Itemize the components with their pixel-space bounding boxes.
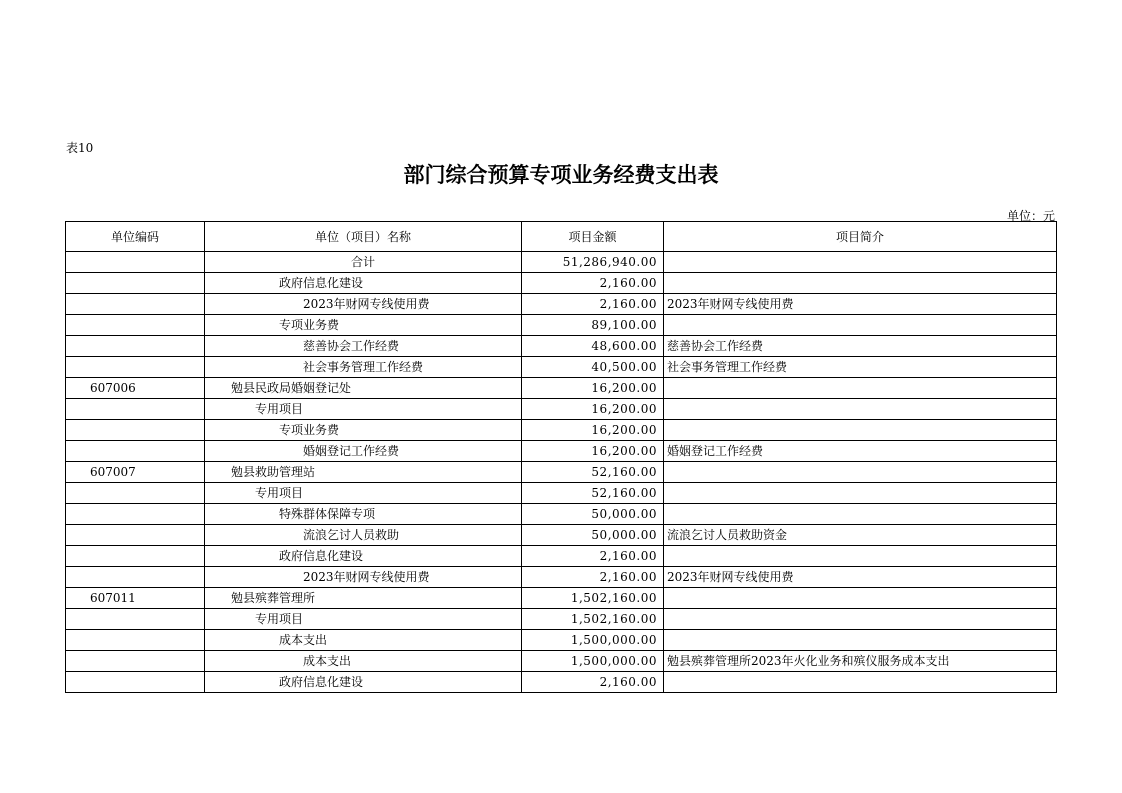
table-row bbox=[66, 567, 1057, 588]
cell-description: 流浪乞讨人员救助资金 bbox=[664, 525, 1057, 546]
page-title: 部门综合预算专项业务经费支出表 bbox=[403, 163, 719, 187]
table-body bbox=[66, 252, 1057, 693]
cell-unit-name: 勉县救助管理站 bbox=[205, 462, 522, 483]
cell-amount: 2,160.00 bbox=[522, 294, 664, 315]
cell-description: 2023年财网专线使用费 bbox=[664, 294, 1057, 315]
cell-unit-name: 成本支出 bbox=[205, 651, 522, 672]
cell-unit-name: 政府信息化建设 bbox=[205, 273, 522, 294]
cell-amount: 1,500,000.00 bbox=[522, 630, 664, 651]
cell-unit-code bbox=[66, 294, 205, 315]
cell-unit-code bbox=[66, 441, 205, 462]
table-number: 表10 bbox=[66, 141, 94, 155]
cell-unit-name: 2023年财网专线使用费 bbox=[205, 294, 522, 315]
cell-unit-name: 特殊群体保障专项 bbox=[205, 504, 522, 525]
cell-unit-name: 专用项目 bbox=[205, 483, 522, 504]
cell-amount: 16,200.00 bbox=[522, 378, 664, 399]
cell-unit-code bbox=[66, 315, 205, 336]
cell-description bbox=[664, 504, 1057, 525]
cell-description: 2023年财网专线使用费 bbox=[664, 567, 1057, 588]
cell-description bbox=[664, 483, 1057, 504]
table-header-row bbox=[66, 222, 1057, 252]
cell-unit-name: 合计 bbox=[205, 252, 522, 273]
cell-amount: 89,100.00 bbox=[522, 315, 664, 336]
cell-description bbox=[664, 672, 1057, 693]
table-row bbox=[66, 651, 1057, 672]
cell-unit-name: 流浪乞讨人员救助 bbox=[205, 525, 522, 546]
cell-amount: 40,500.00 bbox=[522, 357, 664, 378]
cell-unit-name: 2023年财网专线使用费 bbox=[205, 567, 522, 588]
cell-unit-code bbox=[66, 525, 205, 546]
header-description: 项目简介 bbox=[664, 222, 1057, 252]
unit-label: 单位：元 bbox=[1006, 209, 1055, 223]
cell-amount: 52,160.00 bbox=[522, 462, 664, 483]
cell-unit-name: 勉县民政局婚姻登记处 bbox=[205, 378, 522, 399]
table-row bbox=[66, 336, 1057, 357]
cell-unit-code bbox=[66, 336, 205, 357]
cell-unit-name: 成本支出 bbox=[205, 630, 522, 651]
cell-amount: 2,160.00 bbox=[522, 546, 664, 567]
cell-amount: 16,200.00 bbox=[522, 399, 664, 420]
cell-unit-code bbox=[66, 399, 205, 420]
cell-unit-name: 政府信息化建设 bbox=[205, 672, 522, 693]
cell-description: 慈善协会工作经费 bbox=[664, 336, 1057, 357]
cell-unit-code bbox=[66, 252, 205, 273]
cell-unit-name: 社会事务管理工作经费 bbox=[205, 357, 522, 378]
cell-unit-name: 慈善协会工作经费 bbox=[205, 336, 522, 357]
header-amount: 项目金额 bbox=[522, 222, 664, 252]
table-row bbox=[66, 483, 1057, 504]
cell-description: 勉县殡葬管理所2023年火化业务和殡仪服务成本支出 bbox=[664, 651, 1057, 672]
cell-description bbox=[664, 630, 1057, 651]
cell-unit-name: 专项业务费 bbox=[205, 420, 522, 441]
cell-unit-name: 专项业务费 bbox=[205, 315, 522, 336]
cell-description bbox=[664, 588, 1057, 609]
table-row bbox=[66, 357, 1057, 378]
cell-description bbox=[664, 252, 1057, 273]
cell-amount: 16,200.00 bbox=[522, 441, 664, 462]
header-unit-code: 单位编码 bbox=[66, 222, 205, 252]
cell-unit-code bbox=[66, 567, 205, 588]
table-row bbox=[66, 378, 1057, 399]
table-row bbox=[66, 462, 1057, 483]
cell-amount: 50,000.00 bbox=[522, 504, 664, 525]
cell-description bbox=[664, 378, 1057, 399]
cell-description bbox=[664, 546, 1057, 567]
table-row bbox=[66, 630, 1057, 651]
table-row bbox=[66, 273, 1057, 294]
cell-unit-code bbox=[66, 609, 205, 630]
budget-table bbox=[65, 221, 1057, 693]
cell-unit-name: 专用项目 bbox=[205, 399, 522, 420]
header-unit-name: 单位（项目）名称 bbox=[205, 222, 522, 252]
cell-description bbox=[664, 315, 1057, 336]
cell-amount: 52,160.00 bbox=[522, 483, 664, 504]
cell-unit-name: 专用项目 bbox=[205, 609, 522, 630]
table-row bbox=[66, 420, 1057, 441]
cell-unit-code bbox=[66, 420, 205, 441]
cell-amount: 2,160.00 bbox=[522, 672, 664, 693]
cell-unit-code bbox=[66, 651, 205, 672]
cell-description bbox=[664, 609, 1057, 630]
table-row bbox=[66, 441, 1057, 462]
cell-unit-code bbox=[66, 483, 205, 504]
cell-amount: 50,000.00 bbox=[522, 525, 664, 546]
table-row bbox=[66, 672, 1057, 693]
cell-unit-name: 婚姻登记工作经费 bbox=[205, 441, 522, 462]
cell-description: 社会事务管理工作经费 bbox=[664, 357, 1057, 378]
table-row bbox=[66, 399, 1057, 420]
cell-unit-name: 勉县殡葬管理所 bbox=[205, 588, 522, 609]
cell-amount: 51,286,940.00 bbox=[522, 252, 664, 273]
cell-amount: 16,200.00 bbox=[522, 420, 664, 441]
cell-unit-name: 政府信息化建设 bbox=[205, 546, 522, 567]
cell-description bbox=[664, 420, 1057, 441]
table-row bbox=[66, 609, 1057, 630]
cell-amount: 48,600.00 bbox=[522, 336, 664, 357]
cell-unit-code bbox=[66, 273, 205, 294]
table-row bbox=[66, 546, 1057, 567]
cell-unit-code bbox=[66, 630, 205, 651]
cell-unit-code bbox=[66, 672, 205, 693]
cell-unit-code: 607006 bbox=[66, 378, 205, 399]
table-row bbox=[66, 294, 1057, 315]
cell-unit-code: 607011 bbox=[66, 588, 205, 609]
table-row bbox=[66, 504, 1057, 525]
cell-amount: 2,160.00 bbox=[522, 273, 664, 294]
cell-description bbox=[664, 399, 1057, 420]
table-row bbox=[66, 525, 1057, 546]
table-row bbox=[66, 315, 1057, 336]
cell-unit-code bbox=[66, 546, 205, 567]
cell-unit-code bbox=[66, 357, 205, 378]
cell-amount: 1,502,160.00 bbox=[522, 588, 664, 609]
table-row bbox=[66, 252, 1057, 273]
cell-amount: 1,502,160.00 bbox=[522, 609, 664, 630]
cell-amount: 2,160.00 bbox=[522, 567, 664, 588]
cell-amount: 1,500,000.00 bbox=[522, 651, 664, 672]
cell-description bbox=[664, 273, 1057, 294]
cell-description: 婚姻登记工作经费 bbox=[664, 441, 1057, 462]
table-row bbox=[66, 588, 1057, 609]
cell-description bbox=[664, 462, 1057, 483]
cell-unit-code: 607007 bbox=[66, 462, 205, 483]
cell-unit-code bbox=[66, 504, 205, 525]
